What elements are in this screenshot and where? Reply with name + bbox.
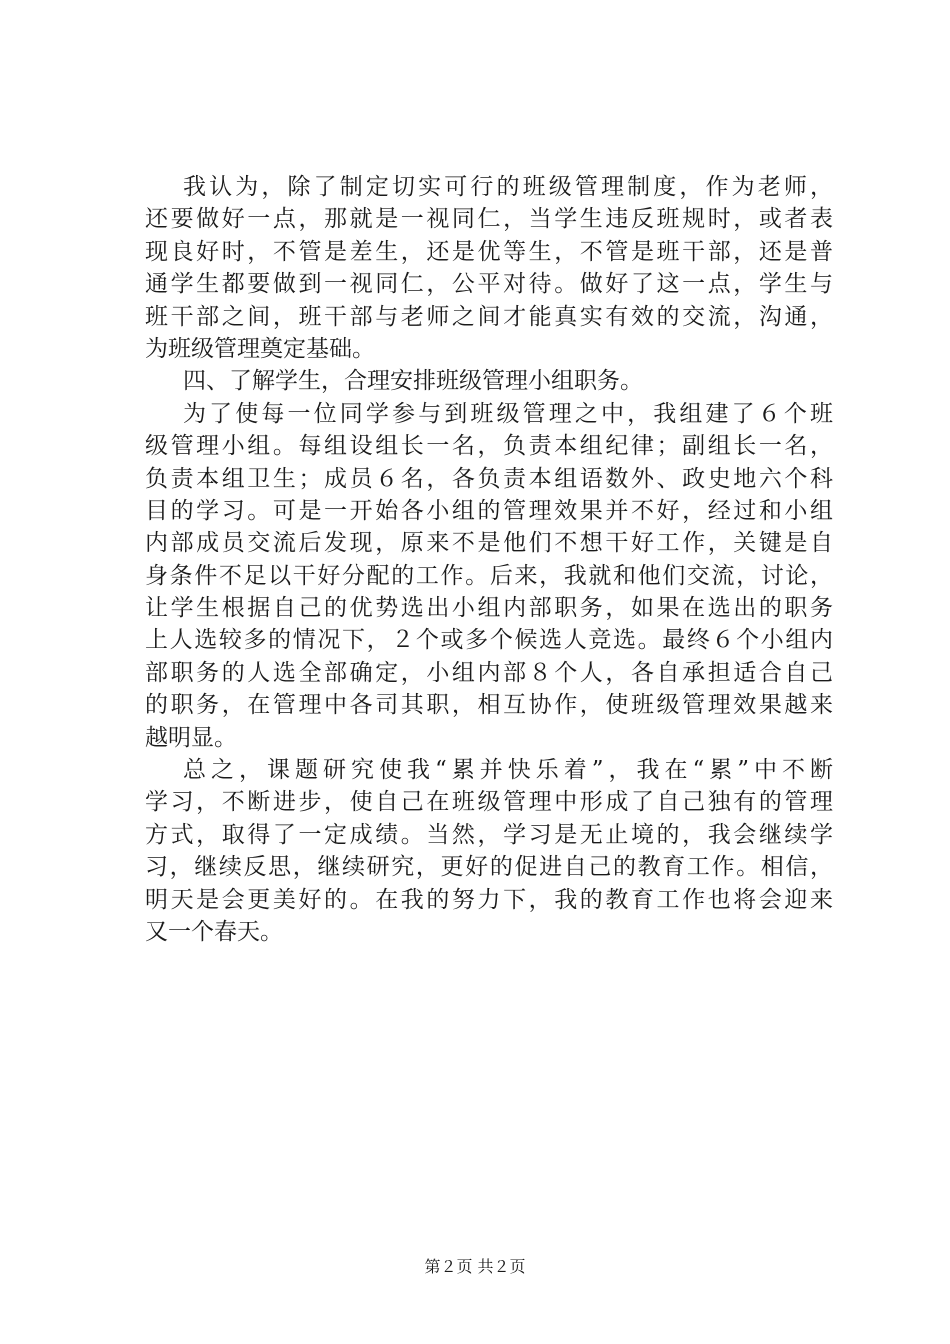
text-line: 内部成员交流后发现，原来不是他们不想干好工作，关键是自 (145, 530, 833, 557)
text-line: 为了使每一位同学参与到班级管理之中，我组建了６个班 (183, 400, 833, 427)
text-line: 越明显。 (145, 724, 237, 751)
text-line: 班干部之间，班干部与老师之间才能真实有效的交流，沟通， (145, 303, 833, 330)
page-footer: 第２页 共２页 (424, 1257, 526, 1276)
text-line: 的职务，在管理中各司其职，相互协作，使班级管理效果越来 (145, 692, 833, 719)
text-line: 还要做好一点，那就是一视同仁，当学生违反班规时，或者表 (145, 206, 833, 233)
document-body (145, 171, 833, 948)
text-line: 四、了解学生，合理安排班级管理小组职务。 (183, 368, 643, 395)
text-line: 为班级管理奠定基础。 (145, 335, 375, 362)
text-line: 我认为，除了制定切实可行的班级管理制度，作为老师， (183, 174, 833, 200)
text-line: 习，继续反思，继续研究，更好的促进自己的教育工作。相信， (145, 854, 833, 881)
text-line: 上人选较多的情况下，２个或多个候选人竞选。最终６个小组内 (145, 627, 833, 654)
text-line: 身条件不足以干好分配的工作。后来，我就和他们交流，讨论， (145, 562, 833, 589)
text-line: 总之，课题研究使我“累并快乐着”，我在“累”中不断 (183, 757, 833, 784)
text-line: 方式，取得了一定成绩。当然，学习是无止境的，我会继续学 (145, 821, 833, 848)
text-line: 让学生根据自己的优势选出小组内部职务，如果在选出的职务 (145, 595, 833, 622)
text-line: 现良好时，不管是差生，还是优等生，不管是班干部，还是普 (145, 238, 833, 265)
text-line: 级管理小组。每组设组长一名，负责本组纪律；副组长一名， (145, 433, 833, 460)
text-line: 负责本组卫生；成员６名，各负责本组语数外、政史地六个科 (145, 465, 833, 492)
text-line: 学习，不断进步，使自己在班级管理中形成了自己独有的管理 (145, 789, 833, 816)
text-line: 部职务的人选全部确定，小组内部８个人，各自承担适合自己 (145, 659, 833, 686)
text-line: 通学生都要做到一视同仁，公平对待。做好了这一点，学生与 (145, 271, 833, 298)
text-line: 目的学习。可是一开始各小组的管理效果并不好，经过和小组 (145, 497, 833, 524)
text-line: 明天是会更美好的。在我的努力下，我的教育工作也将会迎来 (145, 886, 833, 913)
text-line: 又一个春天。 (145, 918, 283, 945)
